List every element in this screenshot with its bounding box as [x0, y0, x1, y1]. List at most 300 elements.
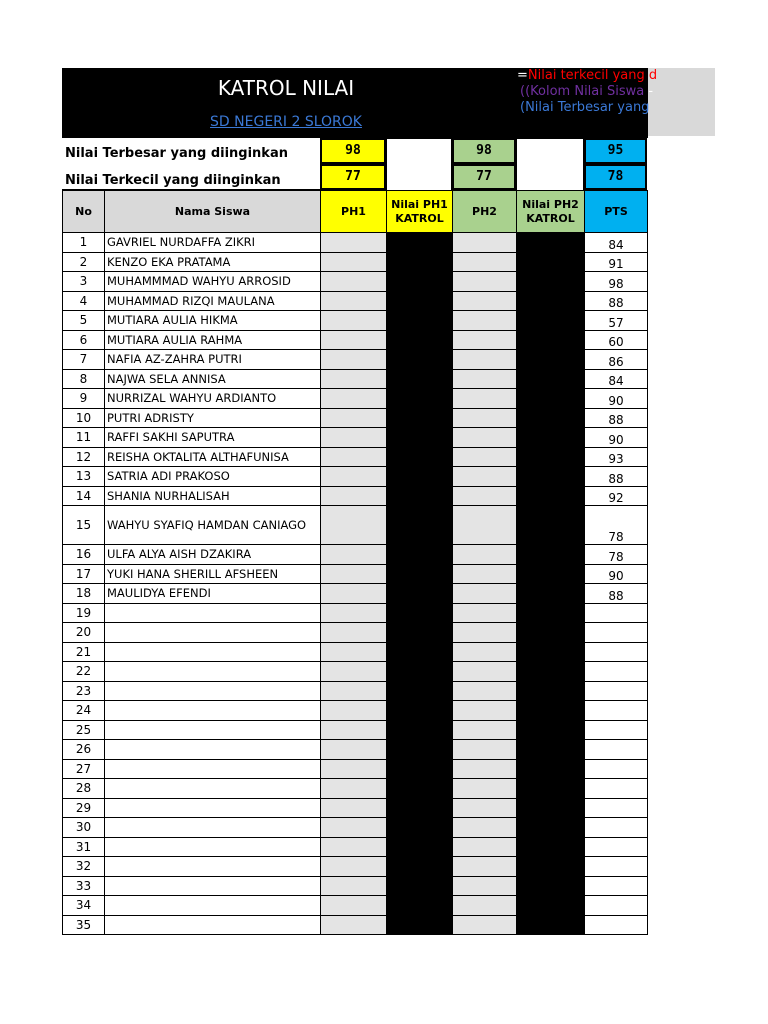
- ph1-katrol-cell: [387, 642, 453, 662]
- ph2-katrol-cell: [517, 701, 585, 721]
- student-name-cell[interactable]: [105, 779, 321, 799]
- ph2-katrol-cell: [517, 915, 585, 935]
- table-row: [63, 291, 648, 311]
- ph1-katrol-cell: [387, 662, 453, 682]
- row-number: 25: [63, 720, 105, 740]
- student-name-cell[interactable]: [105, 837, 321, 857]
- student-name-cell[interactable]: [105, 603, 321, 623]
- pts-cell[interactable]: 88: [585, 291, 648, 311]
- ph2-cell[interactable]: [453, 389, 517, 409]
- ph2-katrol-cell: [517, 428, 585, 448]
- table-row: [63, 662, 648, 682]
- ph2-cell[interactable]: [453, 467, 517, 487]
- pts-cell[interactable]: 78: [585, 506, 648, 545]
- table-row: [63, 837, 648, 857]
- formula-minus: -: [644, 84, 654, 99]
- ph1-katrol-cell: [387, 389, 453, 409]
- pts-cell[interactable]: [585, 662, 648, 682]
- ph2-katrol-cell: [517, 759, 585, 779]
- pts-cell[interactable]: [585, 857, 648, 877]
- grades-table: [62, 190, 648, 935]
- ph2-cell[interactable]: [453, 233, 517, 253]
- ph1-cell[interactable]: [321, 233, 387, 253]
- ph2-katrol-cell: [517, 662, 585, 682]
- table-row: [63, 467, 648, 487]
- ph1-cell[interactable]: [321, 584, 387, 604]
- pts-cell[interactable]: [585, 876, 648, 896]
- student-name-cell[interactable]: SHANIA NURHALISAH: [105, 486, 321, 506]
- table-row: [63, 759, 648, 779]
- row-number: 29: [63, 798, 105, 818]
- table-row: [63, 330, 648, 350]
- table-row: [63, 447, 648, 467]
- ph2-cell[interactable]: [453, 681, 517, 701]
- ph1-katrol-cell: [387, 291, 453, 311]
- formula-line-3: [520, 100, 648, 115]
- table-row: [63, 857, 648, 877]
- ph2-cell[interactable]: [453, 330, 517, 350]
- ph1-katrol-cell: [387, 603, 453, 623]
- ph1-max-input[interactable]: 98: [320, 138, 386, 164]
- ph1-katrol-cell: [387, 818, 453, 838]
- ph1-cell[interactable]: [321, 428, 387, 448]
- row-number: 32: [63, 857, 105, 877]
- pts-cell[interactable]: 84: [585, 369, 648, 389]
- ph1-katrol-cell: [387, 564, 453, 584]
- ph2-cell[interactable]: [453, 584, 517, 604]
- pts-cell[interactable]: [585, 603, 648, 623]
- table-row: [63, 389, 648, 409]
- ph1-cell[interactable]: [321, 330, 387, 350]
- row-number: 31: [63, 837, 105, 857]
- row-number: 6: [63, 330, 105, 350]
- pts-cell[interactable]: [585, 837, 648, 857]
- ph2-katrol-cell: [517, 291, 585, 311]
- ph1-cell[interactable]: [321, 681, 387, 701]
- pts-cell[interactable]: 78: [585, 545, 648, 565]
- student-name-cell[interactable]: [105, 662, 321, 682]
- formula-prefix: =: [517, 68, 528, 83]
- col-header-ph2-katrol: Nilai PH2 KATROL: [517, 191, 585, 233]
- min-value-label: Nilai Terkecil yang diinginkan: [65, 173, 281, 188]
- student-name-cell[interactable]: REISHA OKTALITA ALTHAFUNISA: [105, 447, 321, 467]
- ph2-cell[interactable]: [453, 662, 517, 682]
- table-row: [63, 311, 648, 331]
- table-row: [63, 603, 648, 623]
- student-name-cell[interactable]: NAJWA SELA ANNISA: [105, 369, 321, 389]
- formula-min-text: Nilai terkecil yang d: [527, 68, 658, 83]
- ph2-cell[interactable]: [453, 408, 517, 428]
- ph1-katrol-cell: [387, 467, 453, 487]
- row-number: 5: [63, 311, 105, 331]
- table-row: [63, 252, 648, 272]
- row-number: 9: [63, 389, 105, 409]
- pts-cell[interactable]: [585, 681, 648, 701]
- ph1-katrol-blank: [386, 138, 452, 192]
- ph2-cell[interactable]: [453, 623, 517, 643]
- pts-cell[interactable]: 57: [585, 311, 648, 331]
- ph2-katrol-blank: [516, 138, 584, 192]
- ph1-katrol-cell: [387, 779, 453, 799]
- student-name-cell[interactable]: [105, 623, 321, 643]
- table-row: [63, 642, 648, 662]
- ph2-cell[interactable]: [453, 798, 517, 818]
- student-name-cell[interactable]: [105, 798, 321, 818]
- formula-line-2: [520, 84, 654, 99]
- pts-cell[interactable]: 98: [585, 272, 648, 292]
- student-name-cell[interactable]: ULFA ALYA AISH DZAKIRA: [105, 545, 321, 565]
- row-number: 24: [63, 701, 105, 721]
- ph2-cell[interactable]: [453, 642, 517, 662]
- table-row: [63, 915, 648, 935]
- ph2-cell[interactable]: [453, 311, 517, 331]
- ph2-katrol-cell: [517, 350, 585, 370]
- ph1-cell[interactable]: [321, 389, 387, 409]
- formula-paren: ((: [520, 84, 531, 99]
- student-name-cell[interactable]: MUTIARA AULIA HIKMA: [105, 311, 321, 331]
- table-row: [63, 350, 648, 370]
- ph1-katrol-cell: [387, 369, 453, 389]
- formula-max-text: Nilai Terbesar yang: [525, 100, 650, 115]
- formula-paren: (: [520, 100, 526, 115]
- pts-cell[interactable]: 88: [585, 467, 648, 487]
- pts-cell[interactable]: 86: [585, 350, 648, 370]
- student-name-cell[interactable]: [105, 681, 321, 701]
- ph1-cell[interactable]: [321, 350, 387, 370]
- pts-cell[interactable]: 93: [585, 447, 648, 467]
- ph2-katrol-cell: [517, 623, 585, 643]
- pts-cell[interactable]: 91: [585, 252, 648, 272]
- pts-cell[interactable]: [585, 759, 648, 779]
- ph1-katrol-cell: [387, 330, 453, 350]
- student-name-cell[interactable]: KENZO EKA PRATAMA: [105, 252, 321, 272]
- ph1-cell[interactable]: [321, 291, 387, 311]
- row-number: 30: [63, 818, 105, 838]
- ph2-katrol-cell: [517, 389, 585, 409]
- student-name-cell[interactable]: [105, 720, 321, 740]
- pts-cell[interactable]: [585, 915, 648, 935]
- ph2-cell[interactable]: [453, 779, 517, 799]
- ph1-cell[interactable]: [321, 252, 387, 272]
- col-header-name: Nama Siswa: [105, 191, 321, 233]
- student-name-cell[interactable]: MUHAMMAD RIZQI MAULANA: [105, 291, 321, 311]
- table-row: [63, 272, 648, 292]
- ph1-cell[interactable]: [321, 915, 387, 935]
- ph2-katrol-cell: [517, 408, 585, 428]
- row-number: 26: [63, 740, 105, 760]
- row-number: 27: [63, 759, 105, 779]
- ph2-katrol-cell: [517, 603, 585, 623]
- ph1-cell[interactable]: [321, 701, 387, 721]
- student-name-cell[interactable]: MUTIARA AULIA RAHMA: [105, 330, 321, 350]
- row-number: 22: [63, 662, 105, 682]
- ph1-cell[interactable]: [321, 759, 387, 779]
- pts-cell[interactable]: [585, 896, 648, 916]
- ph2-cell[interactable]: [453, 506, 517, 545]
- table-row: [63, 779, 648, 799]
- row-number: 16: [63, 545, 105, 565]
- student-name-cell[interactable]: MAULIDYA EFENDI: [105, 584, 321, 604]
- ph2-katrol-cell: [517, 506, 585, 545]
- ph1-katrol-cell: [387, 545, 453, 565]
- ph1-katrol-cell: [387, 837, 453, 857]
- ph2-katrol-cell: [517, 369, 585, 389]
- ph2-katrol-cell: [517, 876, 585, 896]
- ph1-katrol-cell: [387, 408, 453, 428]
- pts-max-input[interactable]: 95: [584, 138, 647, 164]
- pts-cell[interactable]: [585, 779, 648, 799]
- table-body: [63, 233, 648, 935]
- ph2-cell[interactable]: [453, 486, 517, 506]
- ph1-katrol-cell: [387, 720, 453, 740]
- ph2-cell[interactable]: [453, 272, 517, 292]
- row-number: 21: [63, 642, 105, 662]
- ph2-katrol-cell: [517, 837, 585, 857]
- ph1-cell[interactable]: [321, 818, 387, 838]
- pts-cell[interactable]: [585, 740, 648, 760]
- ph2-cell[interactable]: [453, 369, 517, 389]
- table-row: [63, 681, 648, 701]
- ph2-cell[interactable]: [453, 720, 517, 740]
- ph1-cell[interactable]: [321, 896, 387, 916]
- table-row: [63, 876, 648, 896]
- ph2-katrol-cell: [517, 545, 585, 565]
- col-header-ph1: PH1: [321, 191, 387, 233]
- ph2-katrol-cell: [517, 486, 585, 506]
- ph2-cell[interactable]: [453, 876, 517, 896]
- student-name-cell[interactable]: [105, 818, 321, 838]
- pts-cell[interactable]: [585, 701, 648, 721]
- ph2-katrol-cell: [517, 720, 585, 740]
- ph1-cell[interactable]: [321, 564, 387, 584]
- ph1-cell[interactable]: [321, 623, 387, 643]
- row-number: 14: [63, 486, 105, 506]
- ph2-min-input[interactable]: 77: [452, 164, 516, 190]
- ph1-katrol-cell: [387, 350, 453, 370]
- ph1-cell[interactable]: [321, 662, 387, 682]
- table-row: [63, 233, 648, 253]
- ph2-cell[interactable]: [453, 350, 517, 370]
- ph1-katrol-cell: [387, 272, 453, 292]
- ph2-cell[interactable]: [453, 915, 517, 935]
- row-number: 34: [63, 896, 105, 916]
- ph2-cell[interactable]: [453, 837, 517, 857]
- ph2-cell[interactable]: [453, 701, 517, 721]
- ph1-katrol-cell: [387, 876, 453, 896]
- ph1-katrol-cell: [387, 623, 453, 643]
- ph1-cell[interactable]: [321, 311, 387, 331]
- row-number: 28: [63, 779, 105, 799]
- ph1-cell[interactable]: [321, 720, 387, 740]
- table-row: [63, 896, 648, 916]
- pts-cell[interactable]: 88: [585, 408, 648, 428]
- student-name-cell[interactable]: [105, 857, 321, 877]
- student-name-cell[interactable]: [105, 701, 321, 721]
- row-number: 15: [63, 506, 105, 545]
- col-header-ph1-katrol: Nilai PH1 KATROL: [387, 191, 453, 233]
- table-row: [63, 740, 648, 760]
- ph1-katrol-cell: [387, 506, 453, 545]
- row-number: 35: [63, 915, 105, 935]
- row-number: 11: [63, 428, 105, 448]
- ph1-cell[interactable]: [321, 837, 387, 857]
- ph1-katrol-cell: [387, 447, 453, 467]
- row-number: 13: [63, 467, 105, 487]
- ph1-katrol-cell: [387, 915, 453, 935]
- student-name-cell[interactable]: NAFIA AZ-ZAHRA PUTRI: [105, 350, 321, 370]
- ph2-katrol-cell: [517, 798, 585, 818]
- ph1-cell[interactable]: [321, 408, 387, 428]
- ph2-katrol-cell: [517, 564, 585, 584]
- page-title: KATROL NILAI: [217, 76, 355, 100]
- ph1-cell[interactable]: [321, 447, 387, 467]
- ph1-cell[interactable]: [321, 876, 387, 896]
- ph2-cell[interactable]: [453, 291, 517, 311]
- ph2-cell[interactable]: [453, 740, 517, 760]
- student-name-cell[interactable]: [105, 896, 321, 916]
- ph1-katrol-cell: [387, 798, 453, 818]
- table-row: [63, 623, 648, 643]
- student-name-cell[interactable]: NURRIZAL WAHYU ARDIANTO: [105, 389, 321, 409]
- ph2-katrol-cell: [517, 818, 585, 838]
- row-number: 3: [63, 272, 105, 292]
- row-number: 20: [63, 623, 105, 643]
- row-number: 33: [63, 876, 105, 896]
- ph2-cell[interactable]: [453, 428, 517, 448]
- student-name-cell[interactable]: GAVRIEL NURDAFFA ZIKRI: [105, 233, 321, 253]
- student-name-cell[interactable]: WAHYU SYAFIQ HAMDAN CANIAGO: [105, 506, 321, 545]
- ph2-cell[interactable]: [453, 252, 517, 272]
- col-header-ph2: PH2: [453, 191, 517, 233]
- ph1-katrol-cell: [387, 701, 453, 721]
- ph1-cell[interactable]: [321, 603, 387, 623]
- row-number: 18: [63, 584, 105, 604]
- ph2-cell[interactable]: [453, 603, 517, 623]
- ph1-cell[interactable]: [321, 545, 387, 565]
- row-number: 12: [63, 447, 105, 467]
- table-row: [63, 545, 648, 565]
- ph1-min-input[interactable]: 77: [320, 164, 386, 190]
- pts-min-input[interactable]: 78: [584, 164, 647, 190]
- ph2-katrol-cell: [517, 896, 585, 916]
- ph1-katrol-cell: [387, 681, 453, 701]
- student-name-cell[interactable]: SATRIA ADI PRAKOSO: [105, 467, 321, 487]
- ph2-cell[interactable]: [453, 564, 517, 584]
- student-name-cell[interactable]: [105, 915, 321, 935]
- table-row: [63, 701, 648, 721]
- ph1-cell[interactable]: [321, 740, 387, 760]
- ph2-cell[interactable]: [453, 759, 517, 779]
- row-number: 2: [63, 252, 105, 272]
- ph1-cell[interactable]: [321, 467, 387, 487]
- student-name-cell[interactable]: [105, 876, 321, 896]
- ph1-cell[interactable]: [321, 798, 387, 818]
- ph2-katrol-cell: [517, 740, 585, 760]
- table-row: [63, 506, 648, 545]
- ph2-cell[interactable]: [453, 545, 517, 565]
- row-number: 19: [63, 603, 105, 623]
- ph1-cell[interactable]: [321, 506, 387, 545]
- pts-cell[interactable]: 90: [585, 428, 648, 448]
- table-row: [63, 486, 648, 506]
- ph1-katrol-cell: [387, 252, 453, 272]
- pts-cell[interactable]: [585, 818, 648, 838]
- pts-cell[interactable]: [585, 798, 648, 818]
- ph1-cell[interactable]: [321, 369, 387, 389]
- school-link[interactable]: SD NEGERI 2 SLOROK: [210, 114, 362, 130]
- ph1-cell[interactable]: [321, 642, 387, 662]
- student-name-cell[interactable]: [105, 740, 321, 760]
- col-header-pts: PTS: [585, 191, 648, 233]
- ph1-katrol-cell: [387, 759, 453, 779]
- ph2-katrol-cell: [517, 330, 585, 350]
- row-number: 1: [63, 233, 105, 253]
- table-row: [63, 818, 648, 838]
- ph2-katrol-cell: [517, 252, 585, 272]
- pts-cell[interactable]: 90: [585, 564, 648, 584]
- ph2-katrol-cell: [517, 233, 585, 253]
- pts-cell[interactable]: [585, 720, 648, 740]
- ph1-katrol-cell: [387, 233, 453, 253]
- ph1-cell[interactable]: [321, 857, 387, 877]
- table-row: [63, 369, 648, 389]
- student-name-cell[interactable]: [105, 642, 321, 662]
- ph1-katrol-cell: [387, 584, 453, 604]
- ph2-katrol-cell: [517, 584, 585, 604]
- row-number: 23: [63, 681, 105, 701]
- table-row: [63, 584, 648, 604]
- ph2-cell[interactable]: [453, 447, 517, 467]
- ph2-katrol-cell: [517, 467, 585, 487]
- pts-cell[interactable]: 60: [585, 330, 648, 350]
- ph2-katrol-cell: [517, 311, 585, 331]
- ph2-cell[interactable]: [453, 857, 517, 877]
- student-name-cell[interactable]: PUTRI ADRISTY: [105, 408, 321, 428]
- row-number: 17: [63, 564, 105, 584]
- pts-cell[interactable]: 92: [585, 486, 648, 506]
- ph2-katrol-cell: [517, 447, 585, 467]
- ph1-katrol-cell: [387, 428, 453, 448]
- ph2-cell[interactable]: [453, 896, 517, 916]
- pts-cell[interactable]: 90: [585, 389, 648, 409]
- table-row: [63, 798, 648, 818]
- ph1-cell[interactable]: [321, 486, 387, 506]
- pts-cell[interactable]: [585, 623, 648, 643]
- ph2-cell[interactable]: [453, 818, 517, 838]
- ph1-cell[interactable]: [321, 272, 387, 292]
- ph1-cell[interactable]: [321, 779, 387, 799]
- row-number: 10: [63, 408, 105, 428]
- ph2-katrol-cell: [517, 681, 585, 701]
- student-name-cell[interactable]: MUHAMMMAD WAHYU ARROSID: [105, 272, 321, 292]
- ph2-katrol-cell: [517, 642, 585, 662]
- ph2-max-input[interactable]: 98: [452, 138, 516, 164]
- student-name-cell[interactable]: RAFFI SAKHI SAPUTRA: [105, 428, 321, 448]
- student-name-cell[interactable]: [105, 759, 321, 779]
- ph1-katrol-cell: [387, 486, 453, 506]
- ph1-katrol-cell: [387, 740, 453, 760]
- table-row: [63, 428, 648, 448]
- ph1-katrol-cell: [387, 896, 453, 916]
- row-number: 4: [63, 291, 105, 311]
- pts-cell[interactable]: [585, 642, 648, 662]
- formula-line-1: [517, 68, 658, 83]
- ph2-katrol-cell: [517, 272, 585, 292]
- pts-cell[interactable]: 84: [585, 233, 648, 253]
- pts-cell[interactable]: 88: [585, 584, 648, 604]
- student-name-cell[interactable]: YUKI HANA SHERILL AFSHEEN: [105, 564, 321, 584]
- ph1-katrol-cell: [387, 857, 453, 877]
